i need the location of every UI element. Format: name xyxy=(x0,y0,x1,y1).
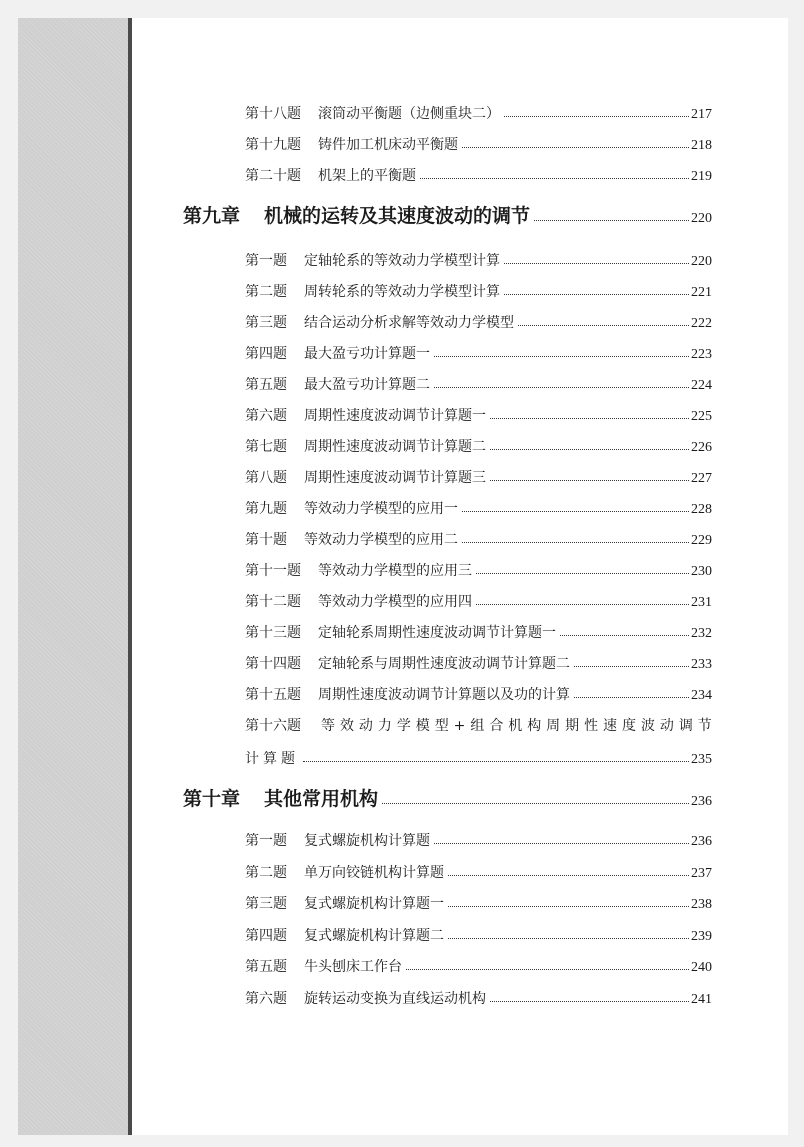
toc-entry[interactable] xyxy=(245,530,712,551)
dot-leader xyxy=(406,965,689,970)
chapter-heading[interactable] xyxy=(183,203,712,232)
entry-title: 牛头刨床工作台 xyxy=(304,959,402,975)
entry-number: 第十四题 xyxy=(245,656,301,672)
entry-number: 第十一题 xyxy=(245,563,301,579)
dot-leader xyxy=(420,174,689,179)
entry-title: 周期性速度波动调节计算题三 xyxy=(304,470,486,486)
toc-entry-multiline[interactable] xyxy=(245,716,712,736)
dot-leader xyxy=(382,799,689,804)
entry-page-number: 232 xyxy=(691,626,712,641)
entry-number: 第五题 xyxy=(245,377,287,393)
entry-number: 第二十题 xyxy=(245,168,301,184)
dot-leader xyxy=(574,662,689,667)
entry-title: 复式螺旋机构计算题 xyxy=(304,833,430,849)
entry-number: 第十八题 xyxy=(245,106,301,122)
dot-leader xyxy=(434,383,689,388)
entry-title-line2: 计算题 xyxy=(245,751,299,767)
entry-page-number: 221 xyxy=(691,285,712,300)
dot-leader xyxy=(534,216,689,221)
toc-entry[interactable] xyxy=(245,685,712,706)
toc-entry[interactable] xyxy=(245,831,712,852)
entry-page-number: 234 xyxy=(691,688,712,703)
dot-leader xyxy=(434,839,689,844)
toc-entry-continuation xyxy=(245,749,712,770)
entry-page-number: 233 xyxy=(691,657,712,672)
toc-entry[interactable] xyxy=(245,894,712,915)
entry-page-number: 237 xyxy=(691,865,712,881)
entry-title: 周期性速度波动调节计算题二 xyxy=(304,439,486,455)
entry-title: 旋转运动变换为直线运动机构 xyxy=(304,990,486,1007)
entry-title: 机械的运转及其速度波动的调节 xyxy=(264,205,531,227)
dot-leader xyxy=(462,507,689,512)
entry-title: 最大盈亏功计算题一 xyxy=(304,346,430,362)
toc-entry[interactable] xyxy=(245,104,712,125)
entry-title: 机架上的平衡题 xyxy=(318,168,416,184)
dot-leader xyxy=(448,902,689,907)
entry-title-line1: 等 效 动 力 学 模 型 + 组 合 机 构 周 期 性 速 度 波 动 调 节 xyxy=(321,718,712,734)
entry-title: 复式螺旋机构计算题一 xyxy=(304,896,444,912)
toc-entry[interactable] xyxy=(245,468,712,489)
toc-entry[interactable] xyxy=(245,989,712,1010)
dot-leader xyxy=(560,631,689,636)
entry-number: 第四题 xyxy=(245,346,287,362)
entry-page-number: 228 xyxy=(691,502,712,517)
entry-title: 等效动力学模型的应用一 xyxy=(304,501,458,517)
entry-number: 第十二题 xyxy=(245,594,301,610)
entry-page-number: 222 xyxy=(691,316,712,331)
toc-entry[interactable] xyxy=(245,623,712,644)
dot-leader xyxy=(434,352,689,357)
dot-leader xyxy=(504,290,689,295)
entry-number: 第十五题 xyxy=(245,687,301,703)
entry-page-number: 230 xyxy=(691,564,712,579)
entry-number: 第三题 xyxy=(245,896,287,912)
entry-number: 第一题 xyxy=(245,253,287,269)
toc-page xyxy=(132,18,788,1135)
entry-page-number: 236 xyxy=(691,794,712,809)
entry-title: 其他常用机构 xyxy=(264,788,379,810)
entry-number: 第三题 xyxy=(245,315,287,331)
entry-title: 周期性速度波动调节计算题一 xyxy=(304,408,486,424)
dot-leader xyxy=(448,934,689,939)
entry-page-number: 220 xyxy=(691,254,712,269)
entry-page-number: 227 xyxy=(691,471,712,486)
entry-number: 第九章 xyxy=(183,205,241,227)
entry-page-number: 240 xyxy=(691,960,712,975)
entry-number: 第二题 xyxy=(245,864,287,881)
toc-entry[interactable] xyxy=(245,375,712,396)
entry-page-number: 235 xyxy=(691,752,712,767)
toc-entry[interactable] xyxy=(245,592,712,613)
entry-number: 第四题 xyxy=(245,927,287,944)
toc-entry[interactable] xyxy=(245,957,712,978)
entry-page-number: 226 xyxy=(691,440,712,455)
book-spine-shadow xyxy=(18,18,130,1135)
entry-page-number: 231 xyxy=(691,595,712,610)
entry-page-number: 241 xyxy=(691,991,712,1007)
toc-entry[interactable] xyxy=(245,313,712,334)
entry-page-number: 217 xyxy=(691,107,712,122)
dot-leader xyxy=(518,321,689,326)
entry-page-number: 219 xyxy=(691,169,712,184)
entry-number: 第十六题 xyxy=(245,718,301,734)
toc-entry[interactable] xyxy=(245,926,712,947)
entry-number: 第十三题 xyxy=(245,625,301,641)
entry-title: 等效动力学模型的应用四 xyxy=(318,594,472,610)
entry-number: 第一题 xyxy=(245,833,287,849)
entry-title: 等效动力学模型的应用三 xyxy=(318,563,472,579)
dot-leader xyxy=(303,757,689,762)
dot-leader xyxy=(476,569,689,574)
entry-title: 周转轮系的等效动力学模型计算 xyxy=(304,284,500,300)
entry-title: 定轴轮系周期性速度波动调节计算题一 xyxy=(318,625,556,641)
dot-leader xyxy=(476,600,689,605)
entry-page-number: 218 xyxy=(691,138,712,153)
dot-leader xyxy=(448,871,689,876)
entry-number: 第九题 xyxy=(245,501,287,517)
entry-number: 第七题 xyxy=(245,439,287,455)
toc-entry[interactable] xyxy=(245,863,712,884)
entry-page-number: 238 xyxy=(691,897,712,912)
entry-title: 铸件加工机床动平衡题 xyxy=(318,137,458,153)
entry-number: 第十九题 xyxy=(245,137,301,153)
toc-entry[interactable] xyxy=(245,282,712,303)
entry-title: 定轴轮系的等效动力学模型计算 xyxy=(304,253,500,269)
entry-title: 周期性速度波动调节计算题以及功的计算 xyxy=(318,687,570,703)
toc-entry[interactable] xyxy=(245,437,712,458)
entry-title: 等效动力学模型的应用二 xyxy=(304,532,458,548)
dot-leader xyxy=(490,445,689,450)
toc-entry[interactable] xyxy=(245,499,712,520)
entry-page-number: 225 xyxy=(691,409,712,424)
entry-title: 单万向铰链机构计算题 xyxy=(304,864,444,881)
table-of-contents xyxy=(132,18,788,1135)
dot-leader xyxy=(462,538,689,543)
dot-leader xyxy=(490,476,689,481)
toc-entry[interactable] xyxy=(245,135,712,156)
dot-leader xyxy=(490,414,689,419)
entry-title: 复式螺旋机构计算题二 xyxy=(304,927,444,944)
toc-entry[interactable] xyxy=(245,561,712,582)
toc-entry[interactable] xyxy=(245,166,712,187)
entry-number: 第二题 xyxy=(245,284,287,300)
entry-number: 第五题 xyxy=(245,959,287,975)
entry-number: 第十章 xyxy=(183,788,241,810)
entry-title: 结合运动分析求解等效动力学模型 xyxy=(304,315,514,331)
entry-number: 第六题 xyxy=(245,408,287,424)
entry-number: 第十题 xyxy=(245,532,287,548)
toc-entry[interactable] xyxy=(245,251,712,272)
toc-entry[interactable] xyxy=(245,406,712,427)
entry-page-number: 229 xyxy=(691,533,712,548)
entry-title: 定轴轮系与周期性速度波动调节计算题二 xyxy=(318,656,570,672)
toc-entry[interactable] xyxy=(245,344,712,365)
entry-number: 第八题 xyxy=(245,470,287,486)
entry-page-number: 224 xyxy=(691,378,712,393)
dot-leader xyxy=(462,143,689,148)
entry-page-number: 220 xyxy=(691,211,712,226)
entry-page-number: 239 xyxy=(691,928,712,944)
dot-leader xyxy=(504,259,689,264)
entry-number: 第六题 xyxy=(245,990,287,1007)
entry-title: 最大盈亏功计算题二 xyxy=(304,377,430,393)
dot-leader xyxy=(504,112,689,117)
chapter-heading[interactable] xyxy=(183,786,712,815)
entry-title: 滚筒动平衡题（边侧重块二） xyxy=(318,106,500,122)
entry-page-number: 236 xyxy=(691,834,712,849)
dot-leader xyxy=(574,693,689,698)
entry-page-number: 223 xyxy=(691,347,712,362)
toc-entry[interactable] xyxy=(245,654,712,675)
dot-leader xyxy=(490,997,689,1002)
